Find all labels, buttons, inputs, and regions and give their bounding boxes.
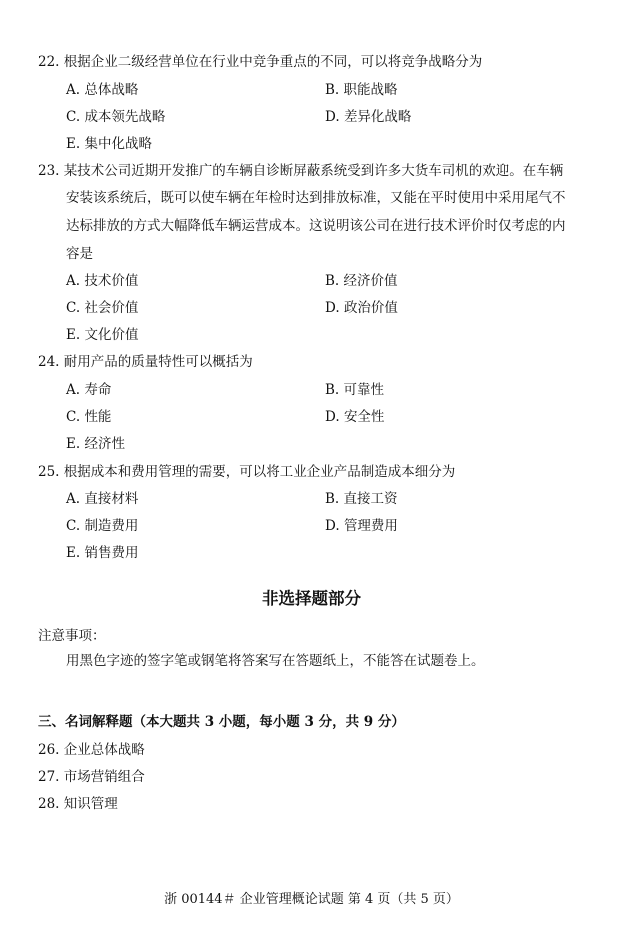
question-number: 22.: [38, 54, 60, 70]
question-stem-line: 安装该系统后，既可以使车辆在年检时达到排放标准，又能在平时使用中采用尾气不: [66, 190, 566, 206]
question-25-option-c: C. 制造费用: [66, 518, 139, 534]
notice-label: 注意事项：: [38, 628, 106, 644]
notice-text: 用黑色字迹的签字笔或钢笔将答案写在答题纸上，不能答在试题卷上。: [66, 653, 485, 669]
question-stem-line: 根据企业二级经营单位在行业中竞争重点的不同，可以将竞争战略分为: [63, 54, 483, 70]
part3-heading: 三、名词解释题（本大题共 3 小题，每小题 3 分，共 9 分）: [38, 714, 405, 730]
question-28: [38, 792, 118, 816]
question-text: 市场营销组合: [63, 769, 145, 785]
question-22-option-b: B. 职能战略: [325, 82, 398, 98]
question-22-option-d: D. 差异化战略: [325, 109, 412, 125]
question-number: 25.: [38, 464, 60, 480]
question-25-option-b: B. 直接工资: [325, 491, 398, 507]
question-23-option-e: E. 文化价值: [66, 327, 139, 343]
question-23-stem: [38, 159, 563, 183]
question-stem-line: 某技术公司近期开发推广的车辆自诊断屏蔽系统受到许多大货车司机的欢迎。在车辆: [63, 163, 564, 179]
question-23-option-d: D. 政治价值: [325, 300, 398, 316]
question-22-option-e: E. 集中化战略: [66, 136, 152, 152]
question-23-option-a: A. 技术价值: [66, 273, 139, 289]
question-22-option-a: A. 总体战略: [66, 82, 139, 98]
question-24-option-b: B. 可靠性: [325, 382, 385, 398]
question-stem-line: 耐用产品的质量特性可以概括为: [63, 354, 253, 370]
question-stem-line: 容是: [66, 246, 93, 262]
question-23-option-b: B. 经济价值: [325, 273, 398, 289]
question-number: 23.: [38, 163, 60, 179]
question-stem-line: 根据成本和费用管理的需要，可以将工业企业产品制造成本细分为: [63, 464, 456, 480]
page-footer: 浙 00144＃ 企业管理概论试题 第 4 页（共 5 页）: [164, 892, 459, 907]
question-number: 24.: [38, 354, 60, 370]
question-23-option-c: C. 社会价值: [66, 300, 139, 316]
question-24-option-a: A. 寿命: [66, 382, 112, 398]
question-stem-line: 达标排放的方式大幅降低车辆运营成本。这说明该公司在进行技术评价时仅考虑的内: [66, 218, 566, 234]
question-25-option-d: D. 管理费用: [325, 518, 398, 534]
question-text: 知识管理: [63, 796, 118, 812]
question-number: 28.: [38, 796, 60, 812]
question-24-stem: [38, 350, 253, 374]
question-26: [38, 738, 145, 762]
question-24-option-e: E. 经济性: [66, 436, 125, 452]
question-number: 26.: [38, 742, 60, 758]
question-25-option-e: E. 销售费用: [66, 545, 139, 561]
section-title: 非选择题部分: [262, 589, 361, 608]
question-22-stem: [38, 50, 482, 74]
question-24-option-c: C. 性能: [66, 409, 112, 425]
question-text: 企业总体战略: [63, 742, 145, 758]
question-25-stem: [38, 460, 455, 484]
question-25-option-a: A. 直接材料: [66, 491, 139, 507]
question-22-option-c: C. 成本领先战略: [66, 109, 166, 125]
question-24-option-d: D. 安全性: [325, 409, 385, 425]
question-27: [38, 765, 145, 789]
question-number: 27.: [38, 769, 60, 785]
